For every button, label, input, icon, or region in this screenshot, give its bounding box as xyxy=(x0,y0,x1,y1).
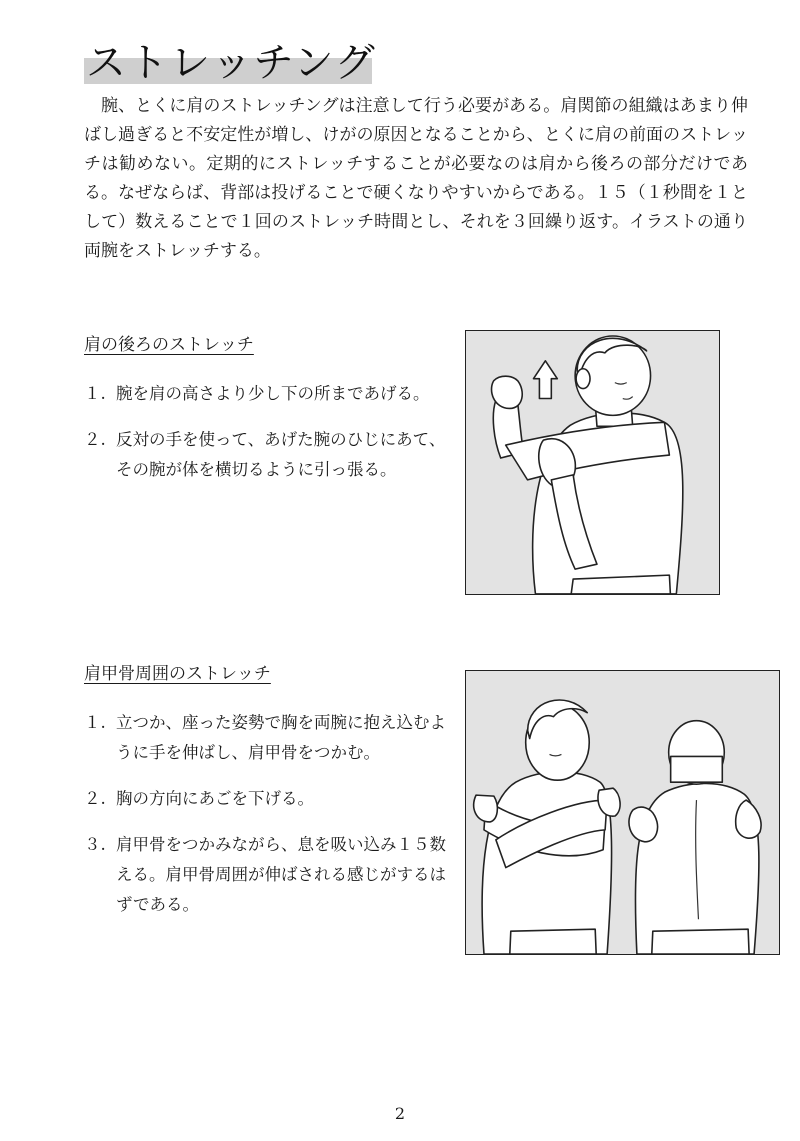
step-list xyxy=(84,379,454,485)
step-number: １. xyxy=(84,713,106,732)
step-number: ２. xyxy=(84,430,106,449)
step-item xyxy=(84,708,454,768)
step-number: ２. xyxy=(84,789,106,808)
step-item xyxy=(84,379,454,409)
shoulder-stretch-figure xyxy=(466,331,719,594)
section-shoulder-back xyxy=(84,333,454,501)
step-list xyxy=(84,708,454,920)
page-number: 2 xyxy=(394,1104,406,1123)
step-text: 腕を肩の高さより少し下の所まであげる。 xyxy=(116,384,430,403)
page-title: ストレッチング xyxy=(86,40,377,86)
section-heading: 肩の後ろのストレッチ xyxy=(84,335,254,355)
step-item xyxy=(84,784,454,814)
section-scapula-area xyxy=(84,662,454,936)
step-text: 肩甲骨をつかみながら、息を吸い込み１５数える。肩甲骨周囲が伸ばされる感じがするはずである。 xyxy=(116,835,446,914)
step-item xyxy=(84,425,454,485)
section-heading: 肩甲骨周囲のストレッチ xyxy=(84,664,271,684)
step-text: 反対の手を使って、あげた腕のひじにあて、 その腕が体を横切るように引っ張る。 xyxy=(116,430,446,479)
step-text: 立つか、座った姿勢で胸を両腕に抱え込むように手を伸ばし、肩甲骨をつかむ。 xyxy=(116,713,446,762)
title-block xyxy=(84,40,377,86)
illustration-scapula-stretch xyxy=(465,670,780,955)
intro-paragraph: 腕、とくに肩のストレッチングは注意して行う必要がある。肩関節の組織はあまり伸ばし過ぎると不安定性が増し、けがの原因となることから、とくに肩の前面のストレッチは勧めない。定期的にストレッチすることが必要なのは肩から後ろの部分だけである。なぜならば、背部は投げることで硬くなりやすいからである。１５（１秒間を１として）数えることで１回のストレッチ時間とし、それを３回繰り返す。イラストの通り両腕をストレッチする。 xyxy=(84,96,748,261)
illustration-shoulder-stretch xyxy=(465,330,720,595)
step-text: 胸の方向にあごを下げる。 xyxy=(116,789,314,808)
scapula-stretch-figures xyxy=(466,671,779,954)
step-item xyxy=(84,830,454,920)
step-number: ３. xyxy=(84,835,106,854)
step-number: １. xyxy=(84,384,106,403)
